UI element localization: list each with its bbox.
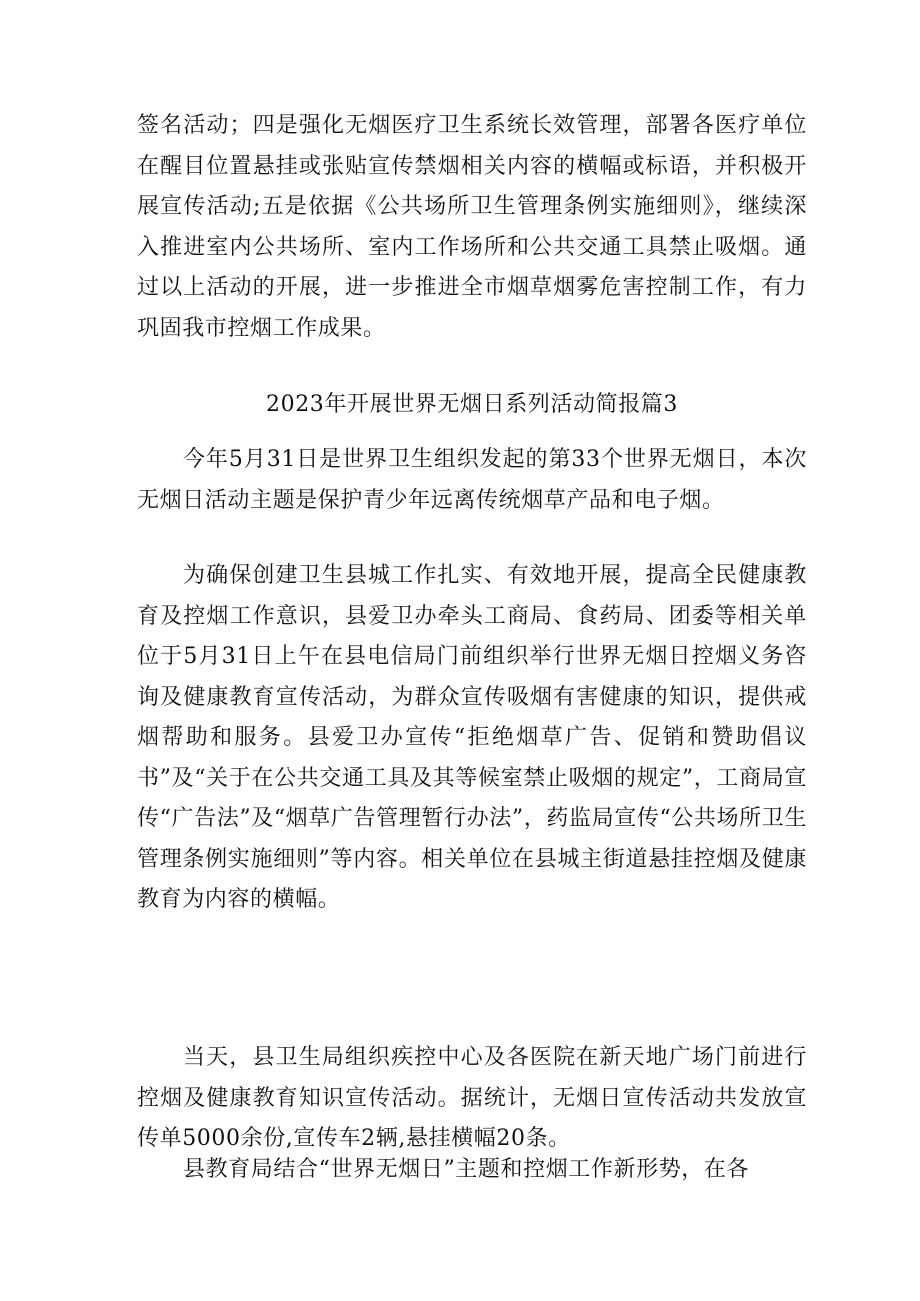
body-paragraph: 为确保创建卫生县城工作扎实、有效地开展，提高全民健康教育及控烟工作意识，县爱卫办牵头工商局、食药局、团委等相关单位于5月31日上午在县电信局门前组织举行世界无烟日控烟义务咨询及健康教育宣传活动，为群众宣传吸烟有害健康的知识，提供戒烟帮助和服务。县爱卫办宣传“拒绝烟草广告、促销和赞助倡议书”及“关于在公共交通工具及其等候室禁止吸烟的规定”，工商局宣传“广告法”及“烟草广告管理暂行办法”，药监局宣传“公共场所卫生管理条例实施细则”等内容。相关单位在县城主街道悬挂控烟及健康教育为内容的横幅。 bbox=[137, 563, 807, 912]
body-paragraph: 当天，县卫生局组织疾控中心及各医院在新天地广场门前进行控烟及健康教育知识宣传活动。据统计，无烟日宣传活动共发放宣传单5000余份,宣传车2辆,悬挂横幅20条。 bbox=[137, 1045, 807, 1151]
body-paragraph: 签名活动；四是强化无烟医疗卫生系统长效管理，部署各医疗单位在醒目位置悬挂或张贴宣传禁烟相关内容的横幅或标语，并积极开展宣传活动;五是依据《公共场所卫生管理条例实施细则》，继续深入推进室内公共场所、室内工作场所和公共交通工具禁止吸烟。通过以上活动的开展，进一步推进全市烟草烟雾危害控制工作，有力巩固我市控烟工作成果。 bbox=[137, 113, 807, 341]
section-heading: 2023年开展世界无烟日系列活动简报篇3 bbox=[266, 392, 678, 417]
body-paragraph: 县教育局结合“世界无烟日”主题和控烟工作新形势，在各 bbox=[183, 1157, 750, 1182]
body-paragraph: 今年5月31日是世界卫生组织发起的第33个世界无烟日，本次无烟日活动主题是保护青少年远离传统烟草产品和电子烟。 bbox=[137, 447, 807, 513]
